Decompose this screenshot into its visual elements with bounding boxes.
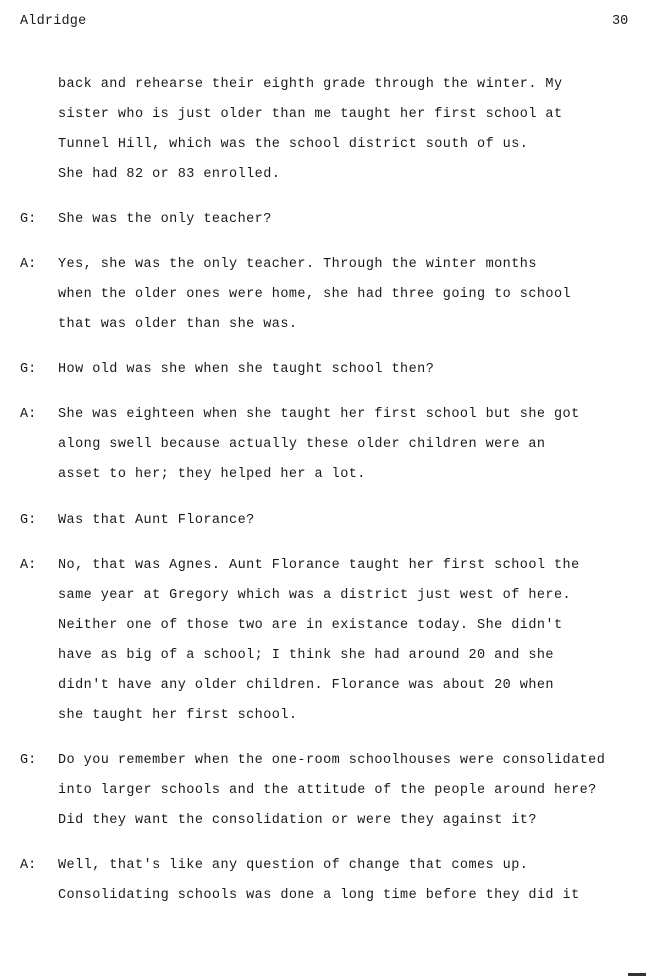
paragraph-line: have as big of a school; I think she had around 20 and she: [58, 648, 554, 663]
speaker-label-interviewer: G:: [20, 513, 37, 528]
speaker-label-interviewer: G:: [20, 212, 37, 227]
speaker-label-interviewee: A:: [20, 558, 37, 573]
paragraph-line: Consolidating schools was done a long time before they did it: [58, 888, 580, 903]
paragraph-line: she taught her first school.: [58, 708, 298, 723]
speaker-label-interviewee: A:: [20, 257, 37, 272]
paragraph-line: She was the only teacher?: [58, 212, 272, 227]
speaker-label-interviewee: A:: [20, 858, 37, 873]
paragraph-line: into larger schools and the attitude of the people around here?: [58, 783, 597, 798]
paragraph-line: She was eighteen when she taught her first school but she got: [58, 407, 580, 422]
header-interviewee-name: Aldridge: [20, 14, 87, 29]
speaker-label-interviewer: G:: [20, 753, 37, 768]
paragraph-line: didn't have any older children. Florance was about 20 when: [58, 678, 554, 693]
paragraph-line: Neither one of those two are in existance today. She didn't: [58, 618, 563, 633]
scan-artifact-mark: [628, 973, 646, 976]
paragraph-line: sister who is just older than me taught her first school at: [58, 107, 563, 122]
paragraph-line: Yes, she was the only teacher. Through the winter months: [58, 257, 537, 272]
paragraph-line: How old was she when she taught school then?: [58, 362, 435, 377]
paragraph-line: Tunnel Hill, which was the school district south of us.: [58, 137, 529, 152]
paragraph-line: same year at Gregory which was a district just west of here.: [58, 588, 572, 603]
paragraph-line: back and rehearse their eighth grade through the winter. My: [58, 77, 563, 92]
paragraph-line: Did they want the consolidation or were they against it?: [58, 813, 537, 828]
paragraph-line: along swell because actually these older children were an: [58, 437, 546, 452]
paragraph-line: Do you remember when the one-room schoolhouses were consolidated: [58, 753, 606, 768]
paragraph-line: Was that Aunt Florance?: [58, 513, 255, 528]
speaker-label-interviewer: G:: [20, 362, 37, 377]
paragraph-line: No, that was Agnes. Aunt Florance taught her first school the: [58, 558, 580, 573]
speaker-label-interviewee: A:: [20, 407, 37, 422]
paragraph-line: that was older than she was.: [58, 317, 298, 332]
page-number: 30: [612, 14, 629, 29]
paragraph-line: asset to her; they helped her a lot.: [58, 467, 366, 482]
paragraph-line: Well, that's like any question of change that comes up.: [58, 858, 529, 873]
paragraph-line: She had 82 or 83 enrolled.: [58, 167, 281, 182]
paragraph-line: when the older ones were home, she had three going to school: [58, 287, 572, 302]
